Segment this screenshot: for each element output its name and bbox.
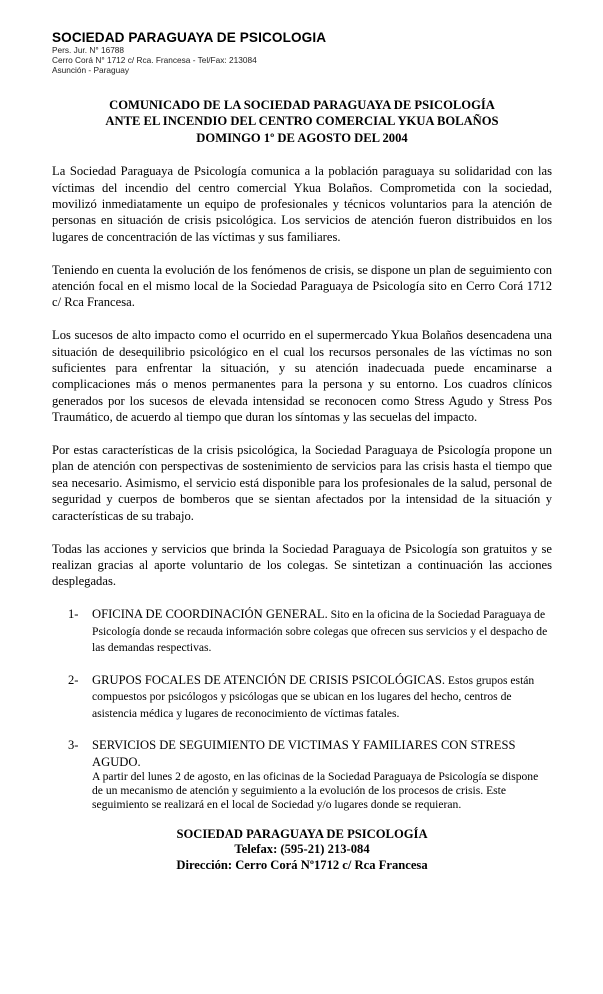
paragraph: Todas las acciones y servicios que brinda la Sociedad Paraguaya de Psicología son gratuitos y se realizan gracias al aporte voluntario de los colegas. Se sintetizan a continuación las acciones desplegadas. [52,541,552,589]
document-title [52,97,552,146]
item-heading: SERVICIOS DE SEGUIMIENTO DE VICTIMAS Y FAMILIARES CON STRESS AGUDO. [92,738,516,769]
item-number: 2- [68,672,79,687]
paragraph: La Sociedad Paraguaya de Psicología comunica a la población paraguaya su solidaridad con las víctimas del incendio del centro comercial Ykua Bolaños. Comprometida con la sociedad, movilizó inmediatamente un equipo de profesionales y técnicos voluntarios para la atención de personas en situación de crisis psicológica. Los servicios de atención fueron distribuidos en los lugares de concentración de las víctimas y sus familiares. [52,164,552,244]
city-line: Asunción - Paraguay [52,65,130,75]
org-name: SOCIEDAD PARAGUAYA DE PSICOLOGIA [52,30,327,45]
paragraph: Por estas características de la crisis psicológica, la Sociedad Paraguaya de Psicología propone un plan de atención con perspectivas de sostenimiento de servicios para las crisis hasta el tiempo que sea necesario. Asimismo, el servicio está disponible para los profesionales de la salud, personal de seguridad y cuerpos de bomberos que se sientan afectados por la intensidad de la situación y características de su trabajo. [52,443,552,523]
item-number: 1- [68,607,79,622]
footer-address: Dirección: Cerro Corá Nº1712 c/ Rca Francesa [176,857,428,872]
title-line: ANTE EL INCENDIO DEL CENTRO COMERCIAL YKUA BOLAÑOS [105,114,499,129]
item-heading: GRUPOS FOCALES DE ATENCIÓN DE CRISIS PSICOLÓGICAS. [92,672,446,687]
letterhead [52,30,326,75]
legal-id: Pers. Jur. N° 16788 [52,45,125,55]
item-text: Estos grupos están compuestos por psicólogos y psicólogas que se ubican en los lugares del hecho, centros de asistencia médica y lugares de reconocimiento de víctimas fatales. [92,673,535,720]
list-item [68,672,552,721]
footer-phone: Telefax: (595-21) 213-084 [234,842,370,857]
paragraph: Teniendo en cuenta la evolución de los fenómenos de crisis, se dispone un plan de seguimiento con atención focal en el mismo local de la Sociedad Paraguaya de Psicología sito en Cerro Corá 1712 c/ Rca Francesa. [52,262,552,310]
item-text: Sito en la oficina de la Sociedad Paraguaya de Psicología donde se recauda información sobre colegas que ofrecen sus servicios y el despacho de las demandas respectivas. [92,608,548,654]
footer-org: SOCIEDAD PARAGUAYA DE PSICOLOGÍA [176,826,428,841]
actions-list [68,606,552,812]
address-line: Cerro Corá N° 1712 c/ Rca. Francesa - Tel/Fax: 213084 [52,55,257,65]
item-heading: OFICINA DE COORDINACIÓN GENERAL. [92,607,328,622]
list-item [68,737,552,812]
item-number: 3- [68,738,79,753]
list-item [68,606,552,655]
signature-block [52,827,552,874]
paragraph: Los sucesos de alto impacto como el ocurrido en el supermercado Ykua Bolaños desencadena una situación de desequilibrio psicológico en el cual los recursos personales de las víctimas no son suficientes para enfrentar la situación, y su atención inadecuada puede encaminarse a complicaciones más o menos permanentes para la persona y su entorno. Los cuadros clínicos generados por los sucesos de elevada intensidad se reconocen como Stress Agudo y Stress Pos Traumático, de acuerdo al tiempo que duran los síntomas y las secuelas del impacto. [52,328,552,425]
item-text: A partir del lunes 2 de agosto, en las oficinas de la Sociedad Paraguaya de Psicología se dispone de un mecanismo de atención y seguimiento a la evolución de los procesos de crisis. Este seguimiento se realizará en el local de Sociedad y/o lugares donde se requieran. [92,770,539,812]
title-date: DOMINGO 1º DE AGOSTO DEL 2004 [196,130,408,145]
document-body [52,97,552,873]
title-line: COMUNICADO DE LA SOCIEDAD PARAGUAYA DE PSICOLOGÍA [109,98,495,112]
